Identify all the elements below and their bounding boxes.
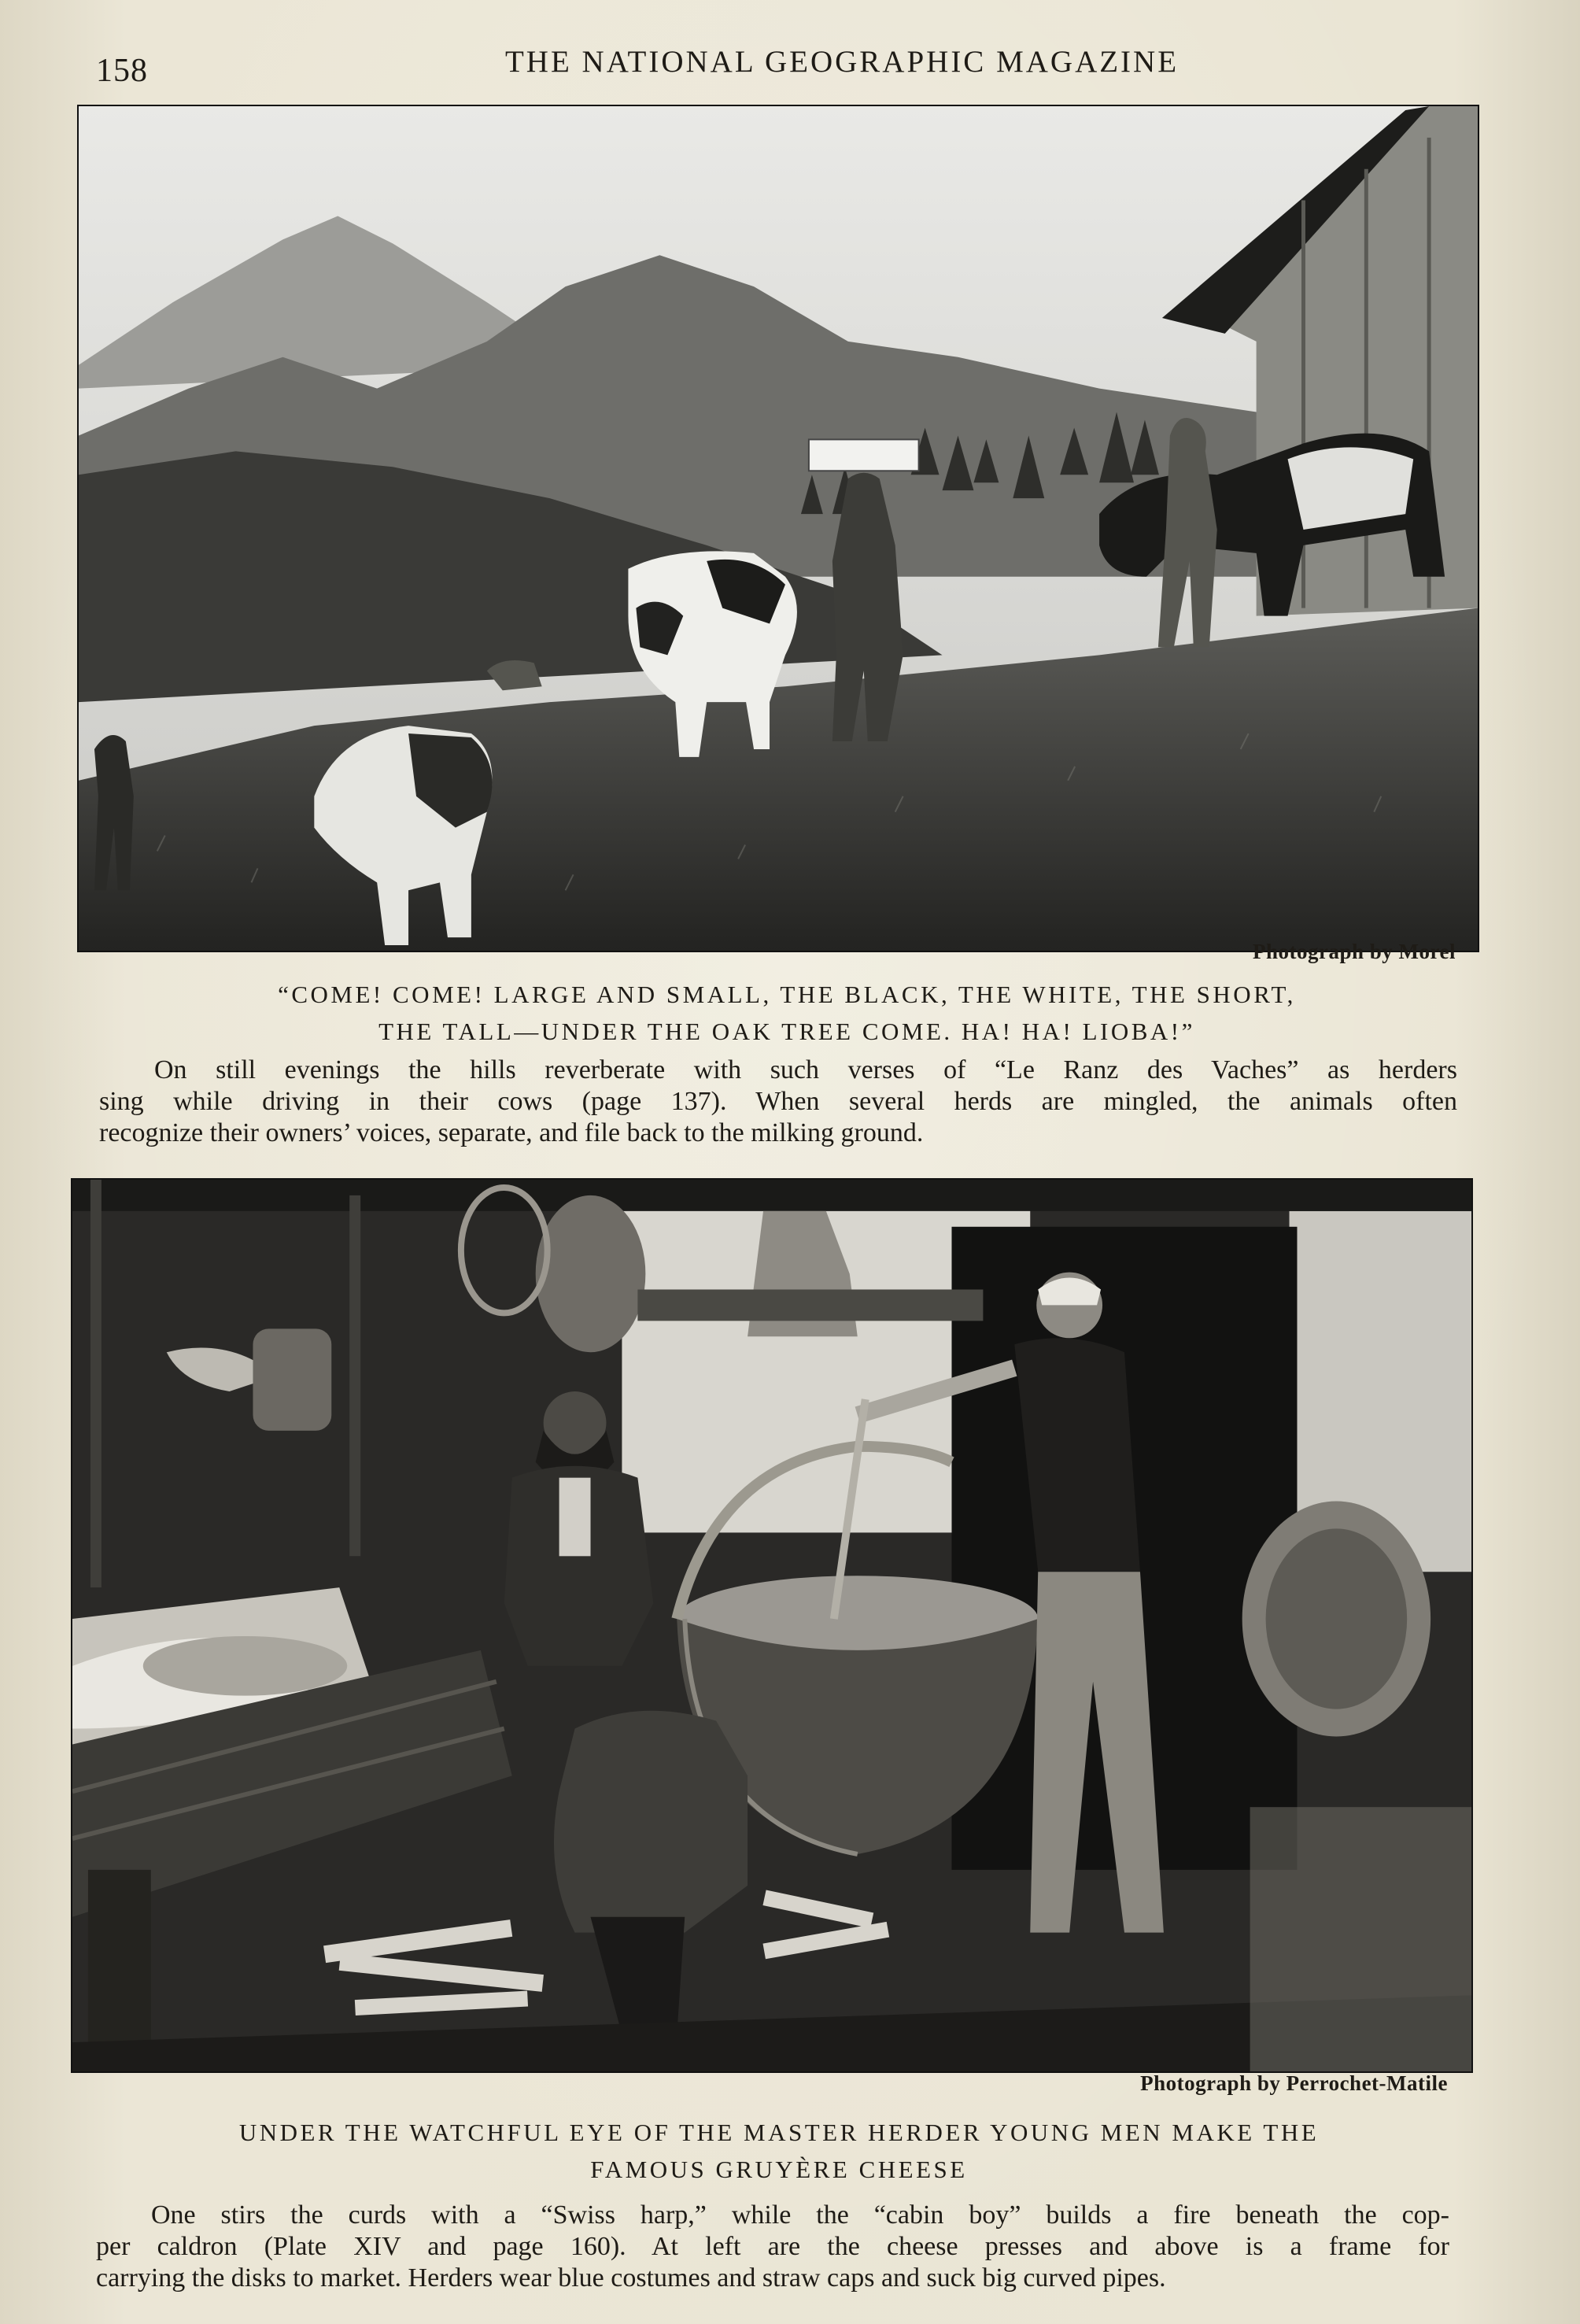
caption-bottom xyxy=(96,2200,1449,2294)
photo-cheese-making-image xyxy=(72,1180,1471,2071)
headline-top xyxy=(118,976,1456,1050)
page-number: 158 xyxy=(96,53,148,89)
photo-credit-bottom: Photograph by Perrochet-Matile xyxy=(1140,2071,1448,2095)
caption-top xyxy=(99,1055,1457,1149)
caption-bottom-line-1: One stirs the curds with a “Swiss harp,” while the “cabin boy” builds a fire beneath the cop- xyxy=(151,2200,1449,2230)
headline-bottom xyxy=(102,2114,1456,2188)
caption-bottom-line-3: carrying the disks to market. Herders wear blue costumes and straw caps and suck big curved pipes. xyxy=(96,2263,1166,2293)
caption-top-line-1: On still evenings the hills reverberate with such verses of “Le Ranz des Vaches” as herders xyxy=(154,1055,1457,1084)
photo-alpine-herders-image xyxy=(79,106,1478,951)
running-title: THE NATIONAL GEOGRAPHIC MAGAZINE xyxy=(504,45,1179,79)
headline-bottom-line-2: FAMOUS GRUYÈRE CHEESE xyxy=(590,2156,968,2183)
headline-top-line-1: “COME! COME! LARGE AND SMALL, THE BLACK, THE WHITE, THE SHORT, xyxy=(278,981,1296,1008)
photo-cheese-making xyxy=(71,1178,1473,2073)
headline-top-line-2: THE TALL—UNDER THE OAK TREE COME. HA! HA! LIOBA!” xyxy=(378,1018,1195,1045)
caption-top-line-3: recognize their owners’ voices, separate, and file back to the milking ground. xyxy=(99,1118,924,1147)
caption-top-line-2: sing while driving in their cows (page 137). When several herds are mingled, the animals often xyxy=(99,1087,1457,1116)
photo-credit-top: Photograph by Morel xyxy=(1253,940,1456,963)
caption-bottom-line-2: per caldron (Plate XIV and page 160). At left are the cheese presses and above is a frame for xyxy=(96,2232,1449,2261)
photo-alpine-herders xyxy=(77,105,1479,952)
headline-bottom-line-1: UNDER THE WATCHFUL EYE OF THE MASTER HERDER YOUNG MEN MAKE THE xyxy=(238,2119,1320,2146)
